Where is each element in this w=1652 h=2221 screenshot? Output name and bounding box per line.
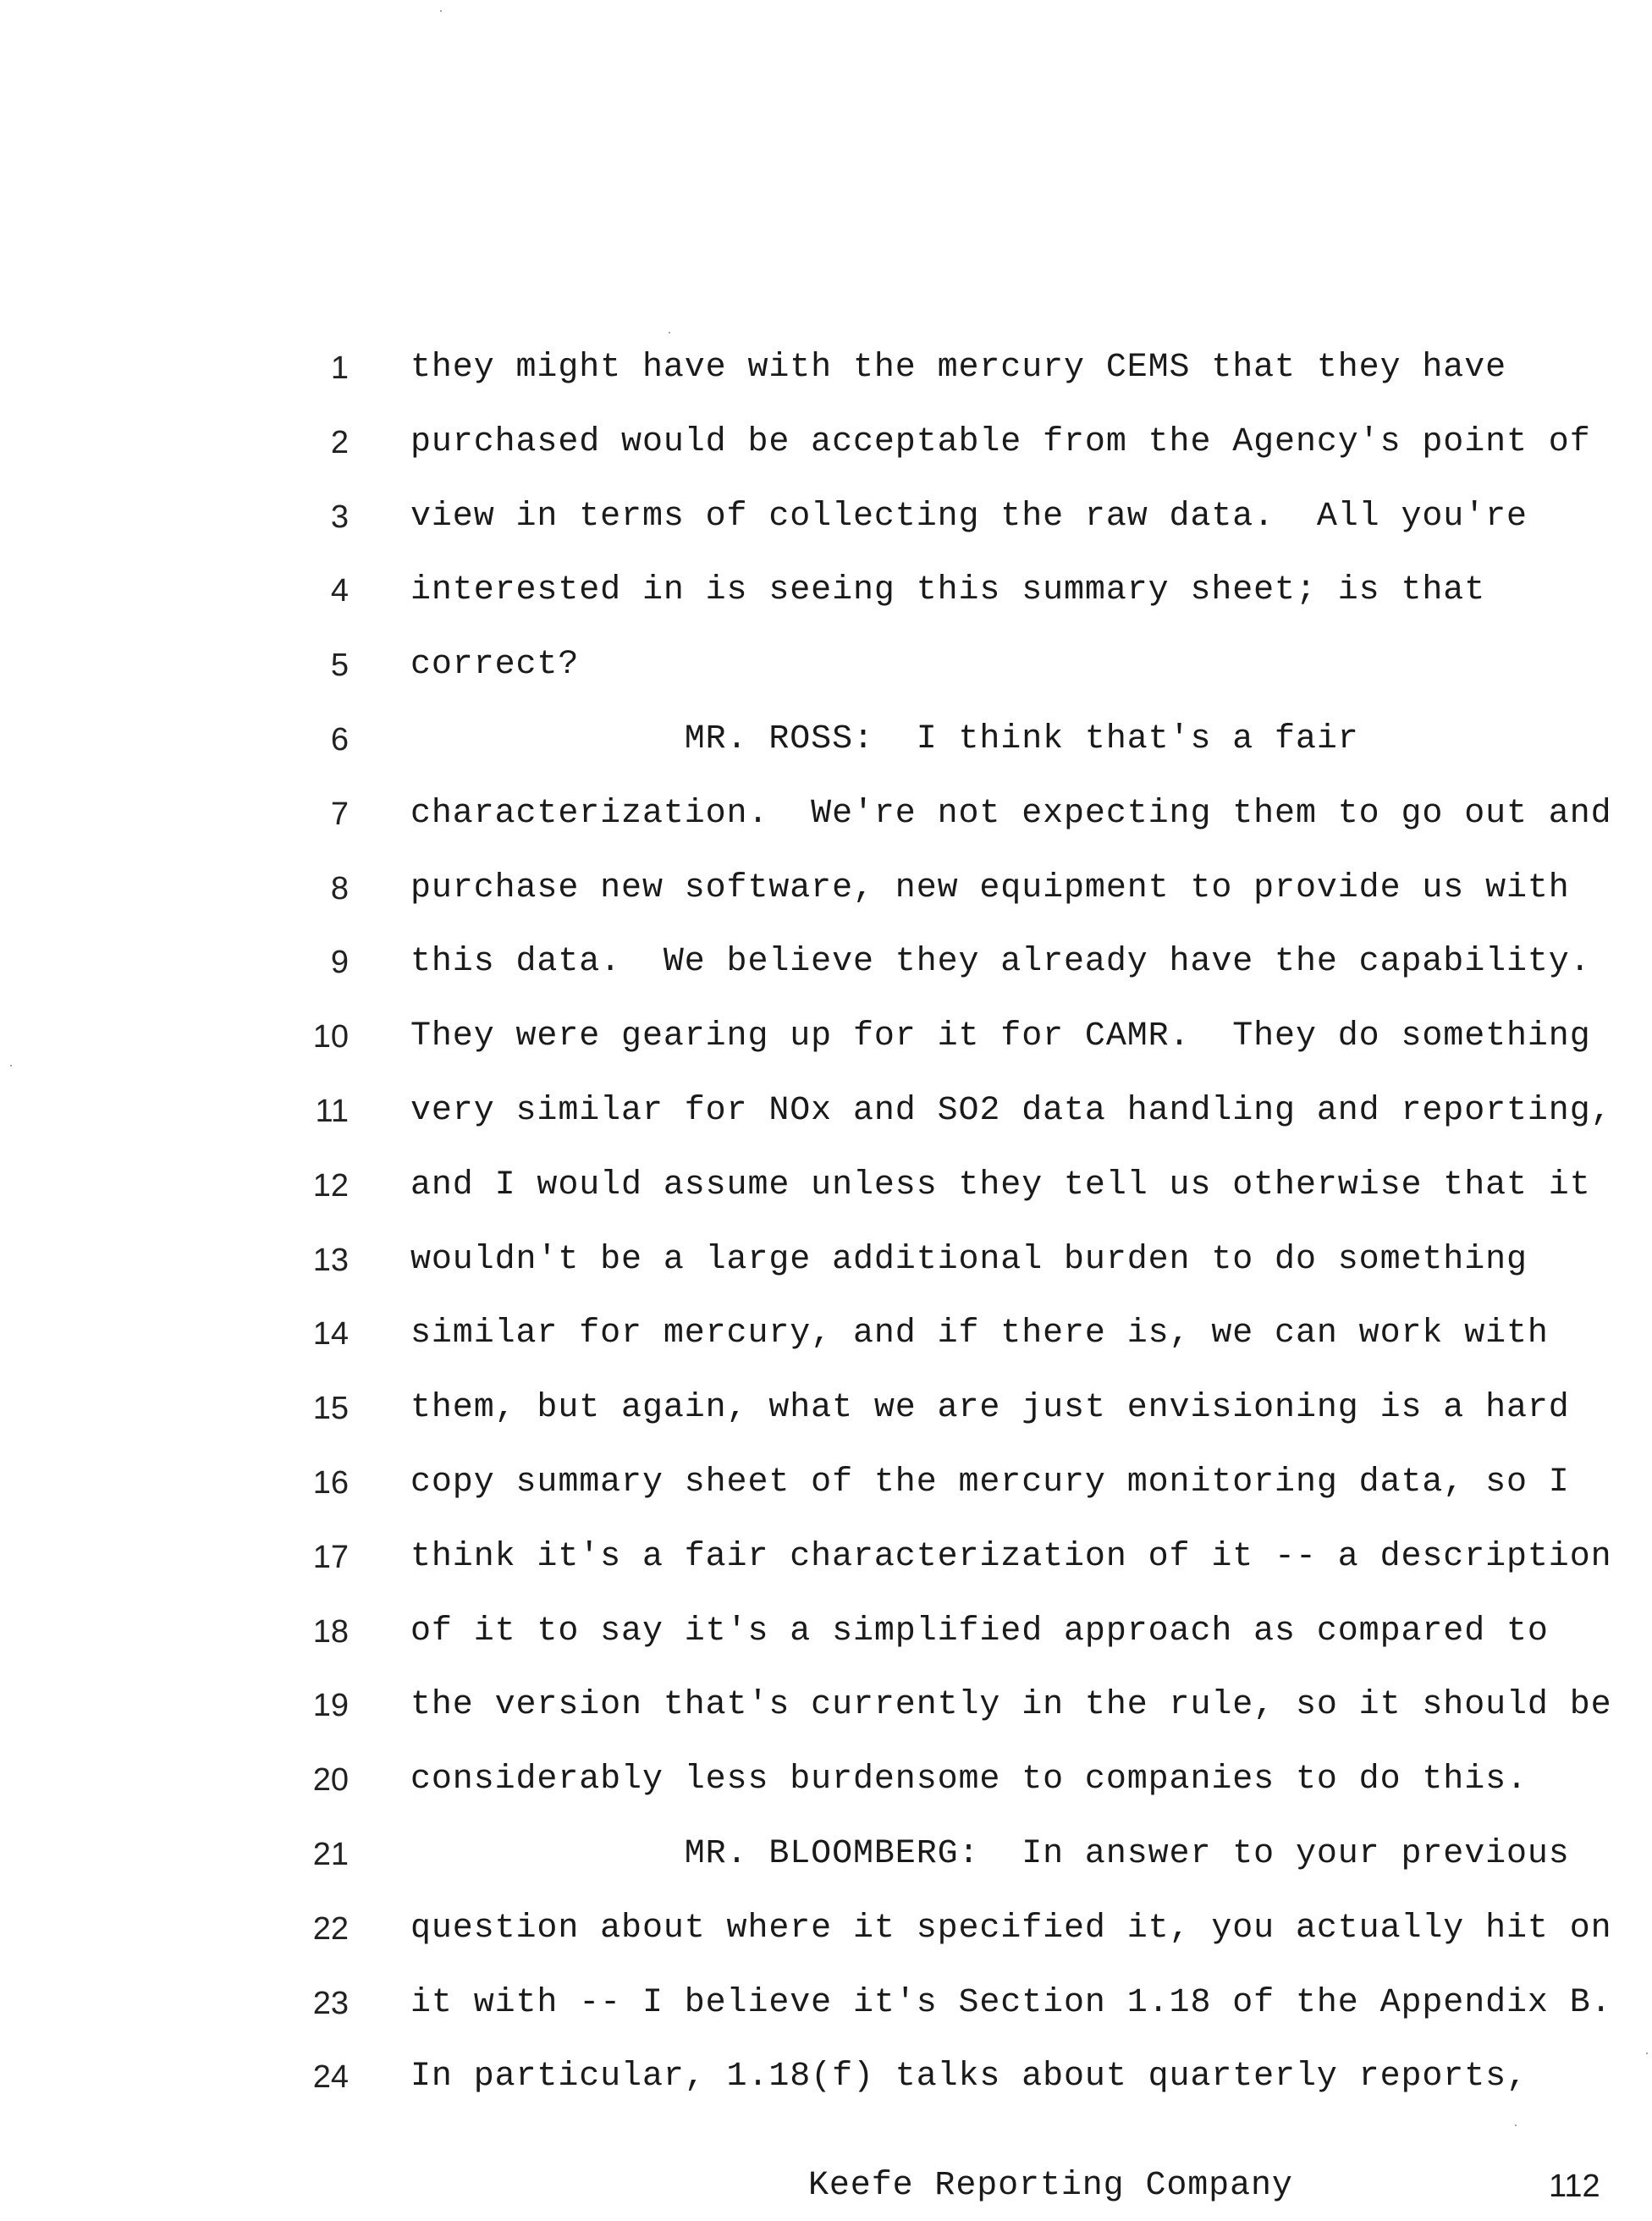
line-number: 10: [312, 1019, 349, 1055]
transcript-line: [0, 640, 1652, 714]
line-text: it with -- I believe it's Section 1.18 of the Appendix B.: [410, 1983, 1612, 2022]
line-number: 24: [312, 2059, 349, 2096]
line-text: They were gearing up for it for CAMR. They do something: [410, 1017, 1591, 1056]
transcript-line: [0, 1086, 1652, 1160]
transcript-line: [0, 1829, 1652, 1904]
line-number: 14: [312, 1316, 349, 1353]
line-text: interested in is seeing this summary sheet; is that: [410, 571, 1486, 610]
transcript-line: [0, 417, 1652, 492]
transcript-line: [0, 1904, 1652, 1978]
line-text: considerably less burdensome to companies to do this.: [410, 1761, 1528, 1799]
line-number: 22: [312, 1910, 349, 1947]
transcript-line: [0, 1235, 1652, 1309]
transcript-line: [0, 1383, 1652, 1458]
line-text: purchase new software, new equipment to provide us with: [410, 868, 1570, 907]
line-number: 6: [330, 721, 349, 758]
scan-speck: [669, 332, 670, 333]
line-text: characterization. We're not expecting them to go out and: [410, 794, 1612, 833]
transcript-line: [0, 1607, 1652, 1681]
transcript-body: [0, 343, 1652, 2126]
line-number: 5: [330, 648, 349, 684]
line-number: 11: [315, 1093, 349, 1129]
transcript-line: [0, 937, 1652, 1011]
line-text: view in terms of collecting the raw data. All you're: [410, 497, 1528, 536]
reporting-company: Keefe Reporting Company: [808, 2167, 1293, 2205]
line-number: 16: [312, 1464, 349, 1501]
line-text: and I would assume unless they tell us otherwise that it: [410, 1166, 1591, 1204]
line-text: In particular, 1.18(f) talks about quarterly reports,: [410, 2058, 1528, 2097]
line-number: 8: [330, 870, 349, 907]
line-text: them, but again, what we are just envisioning is a hard: [410, 1389, 1570, 1428]
page-number: 112: [1549, 2169, 1600, 2204]
transcript-line: [0, 714, 1652, 789]
transcript-line: [0, 343, 1652, 417]
line-text: MR. ROSS: I think that's a fair: [410, 719, 1359, 758]
line-text: correct?: [410, 646, 580, 685]
line-number: 21: [312, 1836, 349, 1872]
line-number: 2: [330, 424, 349, 460]
line-number: 1: [330, 350, 349, 386]
transcript-line: [0, 1755, 1652, 1829]
transcript-line: [0, 2052, 1652, 2126]
transcript-line: [0, 492, 1652, 566]
line-text: copy summary sheet of the mercury monitoring data, so I: [410, 1463, 1570, 1502]
transcript-line: [0, 863, 1652, 938]
transcript-line: [0, 1680, 1652, 1755]
transcript-line: [0, 1978, 1652, 2053]
transcript-line: [0, 1458, 1652, 1532]
line-text: MR. BLOOMBERG: In answer to your previous: [410, 1834, 1570, 1873]
line-number: 3: [330, 499, 349, 535]
transcript-line: [0, 565, 1652, 640]
scan-speck: [440, 10, 442, 12]
line-number: 23: [312, 1985, 349, 2021]
transcript-line: [0, 1011, 1652, 1086]
line-text: similar for mercury, and if there is, we can work with: [410, 1314, 1549, 1353]
transcript-line: [0, 789, 1652, 863]
line-text: very similar for NOx and SO2 data handling and reporting,: [410, 1091, 1612, 1130]
line-number: 4: [330, 573, 349, 609]
line-text: this data. We believe they already have the capability.: [410, 943, 1591, 982]
line-text: wouldn't be a large additional burden to do something: [410, 1240, 1528, 1279]
line-number: 17: [312, 1539, 349, 1575]
line-text: the version that's currently in the rule, so it should be: [410, 1686, 1612, 1725]
line-number: 18: [312, 1613, 349, 1650]
transcript-line: [0, 1309, 1652, 1383]
line-text: they might have with the mercury CEMS that they have: [410, 349, 1507, 387]
line-text: question about where it specified it, you actually hit on: [410, 1909, 1612, 1948]
page-footer: [0, 2161, 1652, 2212]
line-number: 12: [312, 1167, 349, 1204]
line-text: of it to say it's a simplified approach as compared to: [410, 1612, 1549, 1651]
transcript-line: [0, 1160, 1652, 1235]
transcript-line: [0, 1532, 1652, 1607]
line-number: 13: [312, 1242, 349, 1278]
line-text: think it's a fair characterization of it -- a description: [410, 1537, 1612, 1576]
line-number: 9: [330, 945, 349, 981]
line-text: purchased would be acceptable from the Agency's point of: [410, 422, 1591, 461]
line-number: 7: [330, 796, 349, 832]
line-number: 19: [312, 1688, 349, 1724]
line-number: 15: [312, 1391, 349, 1427]
line-number: 20: [312, 1762, 349, 1799]
